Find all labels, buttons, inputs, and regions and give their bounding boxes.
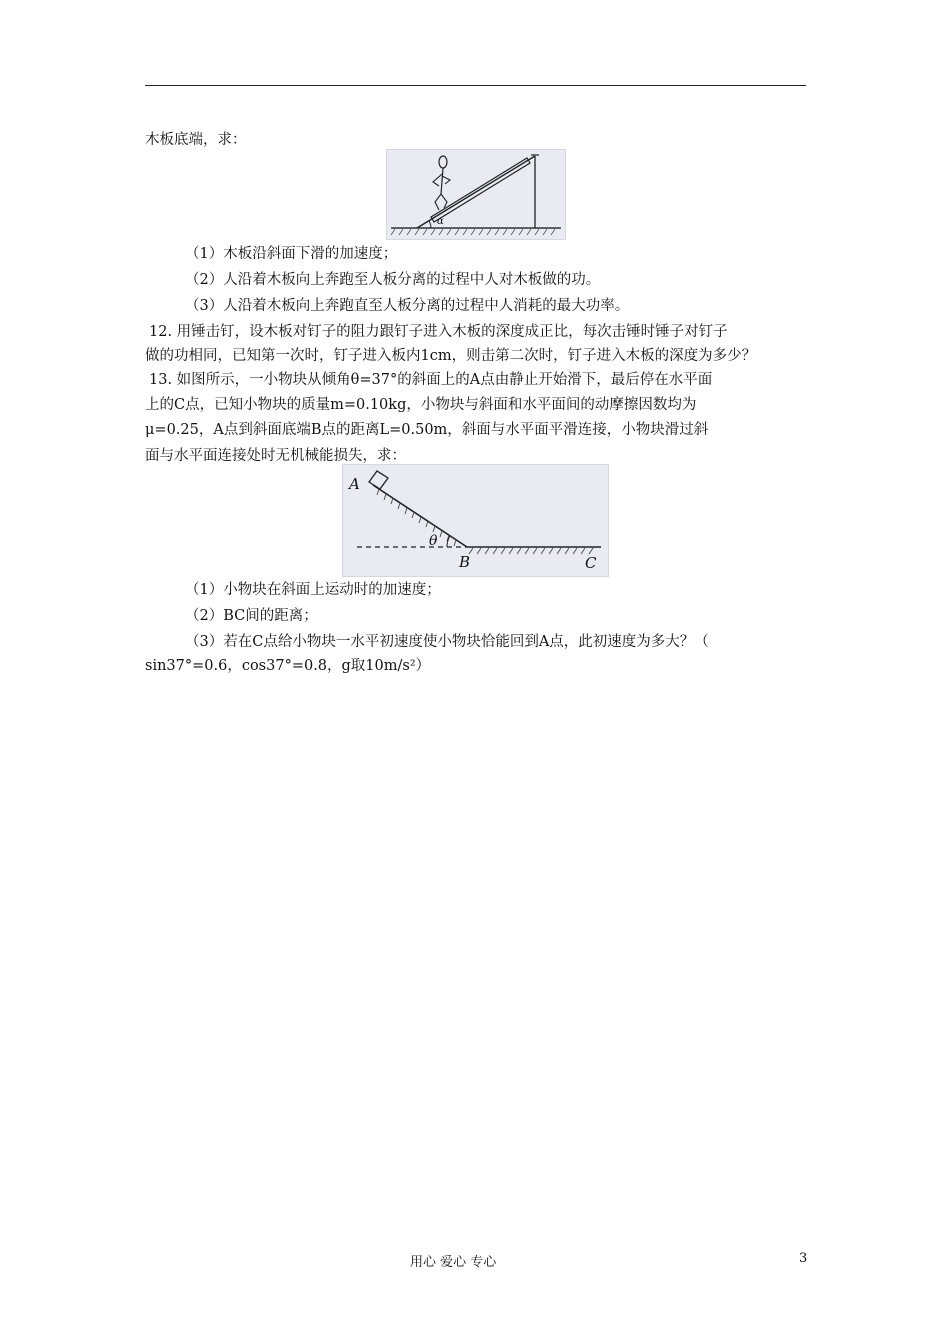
problem13-q2: （2）BC间的距离；	[185, 608, 318, 624]
problem13-line1: 13. 如图所示，一小物块从倾角θ=37°的斜面上的A点由静止开始滑下，最后停在水平面	[149, 372, 713, 388]
figure-incline-block	[342, 464, 609, 577]
footer-motto: 用心 爱心 专心	[410, 1255, 497, 1270]
figure-person-on-plank	[386, 149, 566, 240]
problem13-line2: 上的C点，已知小物块的质量m=0.10kg，小物块与斜面和水平面间的动摩擦因数均为	[145, 397, 697, 413]
point-b-label: B	[459, 553, 471, 571]
problem13-q3-continued: sin37°=0.6，cos37°=0.8，g取10m/s²）	[145, 658, 431, 674]
problem13-q3: （3）若在C点给小物块一水平初速度使小物块恰能回到A点，此初速度为多大？（	[185, 634, 709, 650]
problem11-q2: （2）人沿着木板向上奔跑至人板分离的过程中人对木板做的功。	[185, 272, 601, 288]
point-a-label: A	[349, 475, 360, 493]
point-c-label: C	[585, 554, 597, 572]
problem13-line3: μ=0.25，A点到斜面底端B点的距离L=0.50m，斜面与水平面平滑连接，小物块滑过斜	[145, 422, 709, 438]
problem11-intro: 木板底端，求：	[145, 132, 247, 148]
problem11-q1: （1）木板沿斜面下滑的加速度；	[185, 246, 398, 262]
problem12-line2: 做的功相同，已知第一次时，钉子进入板内1cm，则击第二次时，钉子进入木板的深度为多少？	[145, 348, 757, 364]
problem13-line4: 面与水平面连接处时无机械能损失，求：	[145, 448, 406, 464]
header-rule	[145, 85, 806, 86]
alpha-label: α	[437, 216, 444, 227]
problem13-q1: （1）小物块在斜面上运动时的加速度；	[185, 582, 441, 598]
problem12-line1: 12. 用锤击钉，设木板对钉子的阻力跟钉子进入木板的深度成正比，每次击锤时锤子对钉子	[149, 324, 728, 340]
problem11-q3: （3）人沿着木板向上奔跑直至人板分离的过程中人消耗的最大功率。	[185, 298, 630, 314]
theta-label: θ	[429, 533, 438, 549]
page-number: 3	[799, 1251, 808, 1266]
